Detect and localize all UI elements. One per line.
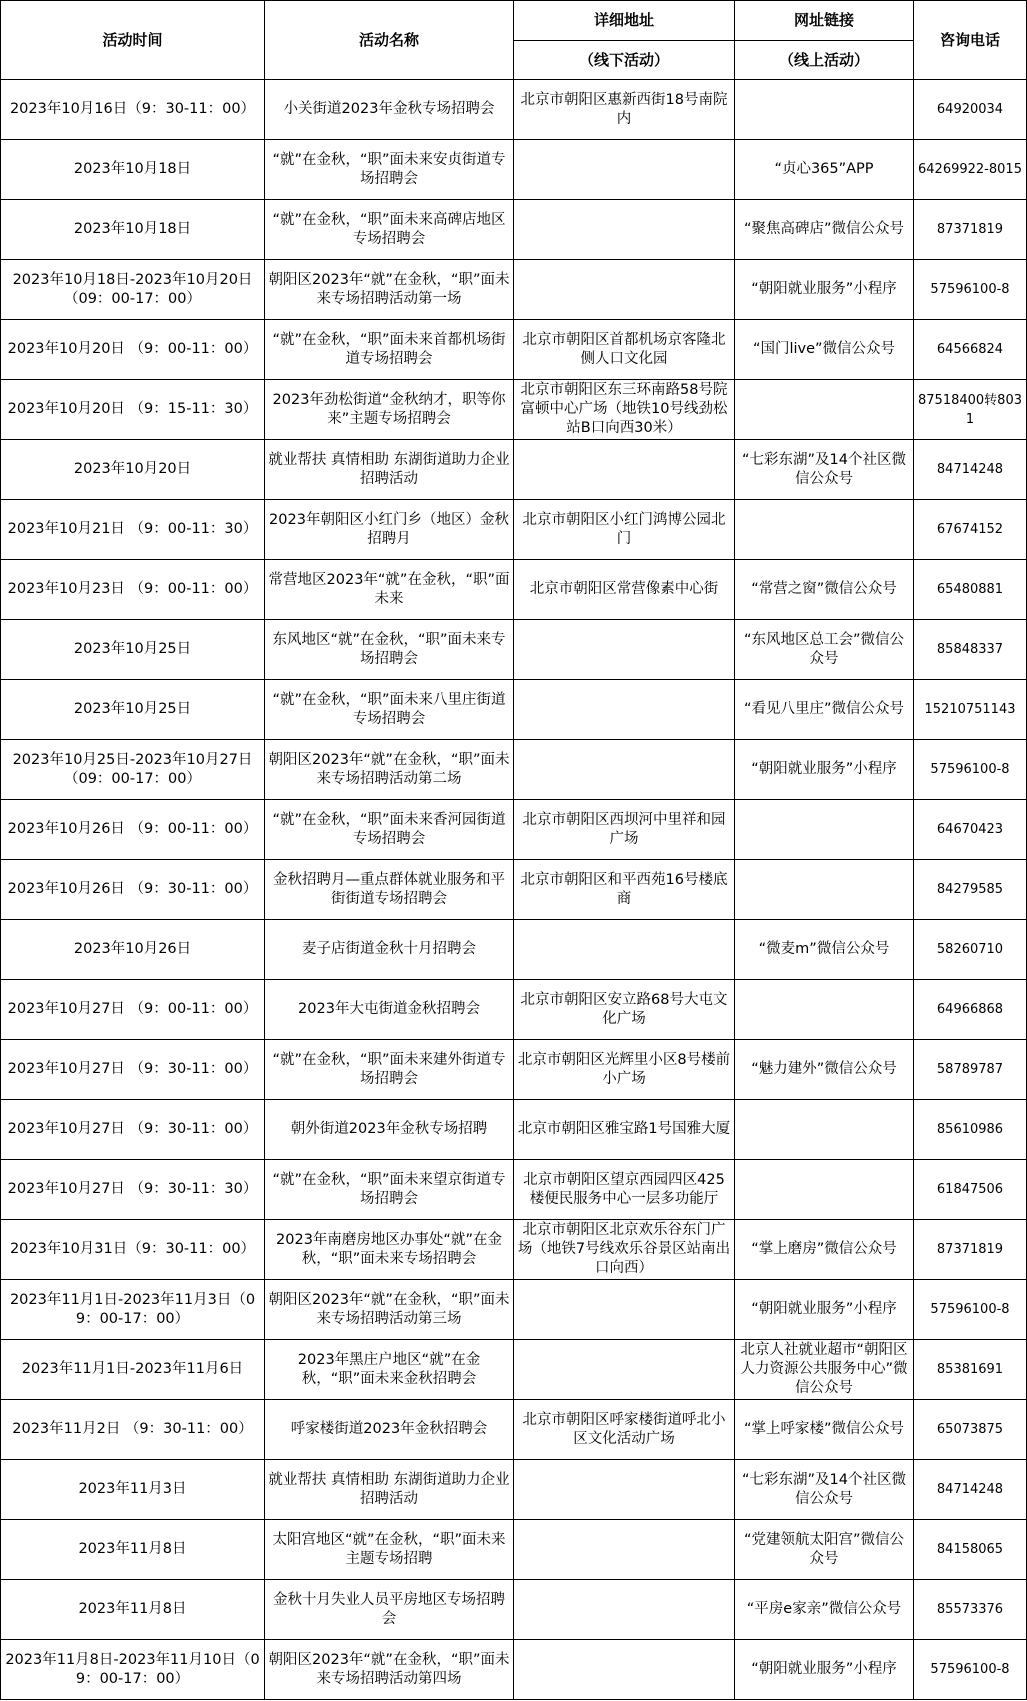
event-time-cell: 2023年10月16日（9：30-11：00） — [1, 80, 265, 140]
table-row — [1, 620, 1027, 680]
table-row — [1, 800, 1027, 860]
event-phone-cell: 84158065 — [914, 1520, 1027, 1580]
event-name-cell: 麦子店街道金秋十月招聘会 — [265, 920, 514, 980]
table-row — [1, 1160, 1027, 1220]
event-link-cell — [735, 800, 914, 860]
event-time-cell: 2023年10月25日 — [1, 620, 265, 680]
event-link-cell — [735, 1100, 914, 1160]
header-phone: 咨询电话 — [914, 1, 1027, 80]
event-link-cell: 北京人社就业超市“朝阳区人力资源公共服务中心”微信公众号 — [735, 1340, 914, 1400]
event-phone-cell: 84714248 — [914, 1460, 1027, 1520]
event-phone-cell: 85573376 — [914, 1580, 1027, 1640]
event-address-cell: 北京市朝阳区惠新西街18号南院内 — [514, 80, 735, 140]
table-row — [1, 1400, 1027, 1460]
table-row — [1, 680, 1027, 740]
event-time-cell: 2023年10月26日 — [1, 920, 265, 980]
table-row — [1, 1340, 1027, 1400]
event-link-cell: “贞心365”APP — [735, 140, 914, 200]
event-name-cell: 金秋十月失业人员平房地区专场招聘会 — [265, 1580, 514, 1640]
event-address-cell — [514, 140, 735, 200]
event-link-cell: “朝阳就业服务”小程序 — [735, 1280, 914, 1340]
event-phone-cell: 58789787 — [914, 1040, 1027, 1100]
event-name-cell: “就”在金秋，“职”面未来建外街道专场招聘会 — [265, 1040, 514, 1100]
event-name-cell: “就”在金秋，“职”面未来高碑店地区专场招聘会 — [265, 200, 514, 260]
event-name-cell: 朝外街道2023年金秋专场招聘 — [265, 1100, 514, 1160]
event-name-cell: 太阳宫地区“就”在金秋，“职”面未来主题专场招聘 — [265, 1520, 514, 1580]
table-row — [1, 1580, 1027, 1640]
header-address-sub: （线下活动） — [514, 41, 735, 80]
table-row — [1, 1520, 1027, 1580]
event-time-cell: 2023年10月27日 （9：30-11：00） — [1, 1100, 265, 1160]
event-time-cell: 2023年10月18日-2023年10月20日（09：00-17：00） — [1, 260, 265, 320]
table-body — [1, 80, 1027, 1700]
table-row — [1, 1040, 1027, 1100]
event-name-cell: “就”在金秋，“职”面未来八里庄街道专场招聘会 — [265, 680, 514, 740]
event-address-cell — [514, 740, 735, 800]
header-name: 活动名称 — [265, 1, 514, 80]
event-phone-cell: 84279585 — [914, 860, 1027, 920]
table-row — [1, 200, 1027, 260]
event-time-cell: 2023年10月20日 （9：15-11：30） — [1, 380, 265, 440]
event-time-cell: 2023年10月26日 （9：30-11：00） — [1, 860, 265, 920]
event-address-cell — [514, 440, 735, 500]
event-link-cell: “东风地区总工会”微信公众号 — [735, 620, 914, 680]
event-phone-cell: 64269922-8015 — [914, 140, 1027, 200]
event-link-cell: “朝阳就业服务”小程序 — [735, 740, 914, 800]
event-phone-cell: 87371819 — [914, 200, 1027, 260]
event-address-cell — [514, 1460, 735, 1520]
event-time-cell: 2023年10月27日 （9：30-11：00） — [1, 1040, 265, 1100]
event-name-cell: 2023年朝阳区小红门乡（地区）金秋招聘月 — [265, 500, 514, 560]
table-row — [1, 1220, 1027, 1280]
event-address-cell — [514, 1340, 735, 1400]
table-row — [1, 320, 1027, 380]
event-phone-cell: 85610986 — [914, 1100, 1027, 1160]
event-name-cell: 2023年南磨房地区办事处“就”在金秋，“职”面未来专场招聘会 — [265, 1220, 514, 1280]
event-phone-cell: 57596100-8 — [914, 260, 1027, 320]
event-phone-cell: 85381691 — [914, 1340, 1027, 1400]
event-link-cell: “掌上呼家楼”微信公众号 — [735, 1400, 914, 1460]
event-address-cell — [514, 1580, 735, 1640]
event-name-cell: “就”在金秋，“职”面未来香河园街道专场招聘会 — [265, 800, 514, 860]
table-row — [1, 740, 1027, 800]
table-row — [1, 440, 1027, 500]
event-address-cell: 北京市朝阳区首都机场京客隆北侧人口文化园 — [514, 320, 735, 380]
event-link-cell: “朝阳就业服务”小程序 — [735, 260, 914, 320]
event-phone-cell: 57596100-8 — [914, 1640, 1027, 1700]
event-name-cell: 2023年劲松街道“金秋纳才，职等你来”主题专场招聘会 — [265, 380, 514, 440]
event-phone-cell: 67674152 — [914, 500, 1027, 560]
event-name-cell: 2023年大屯街道金秋招聘会 — [265, 980, 514, 1040]
event-address-cell: 北京市朝阳区望京西园四区425楼便民服务中心一层多功能厅 — [514, 1160, 735, 1220]
event-address-cell: 北京市朝阳区北京欢乐谷东门广场（地铁7号线欢乐谷景区站南出口向西） — [514, 1220, 735, 1280]
event-link-cell: “微麦m”微信公众号 — [735, 920, 914, 980]
event-link-cell: “看见八里庄”微信公众号 — [735, 680, 914, 740]
event-phone-cell: 65480881 — [914, 560, 1027, 620]
event-name-cell: 常营地区2023年“就”在金秋，“职”面未来 — [265, 560, 514, 620]
event-address-cell: 北京市朝阳区安立路68号大屯文化广场 — [514, 980, 735, 1040]
table-row — [1, 560, 1027, 620]
event-link-cell — [735, 80, 914, 140]
table-row — [1, 260, 1027, 320]
event-address-cell: 北京市朝阳区雅宝路1号国雅大厦 — [514, 1100, 735, 1160]
event-name-cell: “就”在金秋，“职”面未来首都机场街道专场招聘会 — [265, 320, 514, 380]
event-time-cell: 2023年10月25日-2023年10月27日（09：00-17：00） — [1, 740, 265, 800]
event-address-cell — [514, 680, 735, 740]
event-link-cell: “掌上磨房”微信公众号 — [735, 1220, 914, 1280]
event-time-cell: 2023年11月8日-2023年11月10日（09：00-17：00） — [1, 1640, 265, 1700]
event-address-cell: 北京市朝阳区西坝河中里祥和园广场 — [514, 800, 735, 860]
event-address-cell — [514, 620, 735, 680]
event-phone-cell: 64966868 — [914, 980, 1027, 1040]
event-link-cell: “国门live”微信公众号 — [735, 320, 914, 380]
header-link: 网址链接 — [735, 1, 914, 41]
event-name-cell: 朝阳区2023年“就”在金秋，“职”面未来专场招聘活动第一场 — [265, 260, 514, 320]
event-time-cell: 2023年11月8日 — [1, 1580, 265, 1640]
event-link-cell — [735, 980, 914, 1040]
event-address-cell — [514, 1520, 735, 1580]
event-address-cell — [514, 1280, 735, 1340]
table-row — [1, 80, 1027, 140]
event-phone-cell: 87518400转8031 — [914, 380, 1027, 440]
event-time-cell: 2023年10月25日 — [1, 680, 265, 740]
table-row — [1, 500, 1027, 560]
event-address-cell: 北京市朝阳区光辉里小区8号楼前小广场 — [514, 1040, 735, 1100]
event-phone-cell: 84714248 — [914, 440, 1027, 500]
header-address: 详细地址 — [514, 1, 735, 41]
event-link-cell — [735, 500, 914, 560]
event-time-cell: 2023年10月27日 （9：00-11：00） — [1, 980, 265, 1040]
event-phone-cell: 87371819 — [914, 1220, 1027, 1280]
table-row — [1, 860, 1027, 920]
event-link-cell: “平房e家亲”微信公众号 — [735, 1580, 914, 1640]
table-row — [1, 1280, 1027, 1340]
event-name-cell: 金秋招聘月—重点群体就业服务和平街街道专场招聘会 — [265, 860, 514, 920]
event-link-cell: “常营之窗”微信公众号 — [735, 560, 914, 620]
event-link-cell — [735, 860, 914, 920]
event-link-cell — [735, 380, 914, 440]
event-address-cell: 北京市朝阳区东三环南路58号院富顿中心广场（地铁10号线劲松站B口向西30米） — [514, 380, 735, 440]
table-row — [1, 1640, 1027, 1700]
event-time-cell: 2023年11月2日 （9：30-11：00） — [1, 1400, 265, 1460]
event-time-cell: 2023年11月1日-2023年11月6日 — [1, 1340, 265, 1400]
event-phone-cell: 64566824 — [914, 320, 1027, 380]
table-row — [1, 380, 1027, 440]
event-address-cell: 北京市朝阳区常营像素中心街 — [514, 560, 735, 620]
event-time-cell: 2023年10月23日 （9：00-11：00） — [1, 560, 265, 620]
event-name-cell: 朝阳区2023年“就”在金秋，“职”面未来专场招聘活动第三场 — [265, 1280, 514, 1340]
event-time-cell: 2023年10月20日 （9：00-11：00） — [1, 320, 265, 380]
header-time: 活动时间 — [1, 1, 265, 80]
event-link-cell: “七彩东湖”及14个社区微信公众号 — [735, 1460, 914, 1520]
event-phone-cell: 64920034 — [914, 80, 1027, 140]
header-link-sub: （线上活动） — [735, 41, 914, 80]
event-phone-cell: 58260710 — [914, 920, 1027, 980]
event-link-cell — [735, 1160, 914, 1220]
event-link-cell: “七彩东湖”及14个社区微信公众号 — [735, 440, 914, 500]
table-row — [1, 140, 1027, 200]
table-row — [1, 980, 1027, 1040]
event-phone-cell: 15210751143 — [914, 680, 1027, 740]
event-link-cell: “聚焦高碑店”微信公众号 — [735, 200, 914, 260]
event-name-cell: 东风地区“就”在金秋，“职”面未来专场招聘会 — [265, 620, 514, 680]
table-row — [1, 920, 1027, 980]
event-name-cell: 朝阳区2023年“就”在金秋，“职”面未来专场招聘活动第二场 — [265, 740, 514, 800]
event-name-cell: 2023年黑庄户地区“就”在金秋，“职”面未来金秋招聘会 — [265, 1340, 514, 1400]
event-name-cell: 朝阳区2023年“就”在金秋，“职”面未来专场招聘活动第四场 — [265, 1640, 514, 1700]
event-phone-cell: 61847506 — [914, 1160, 1027, 1220]
event-phone-cell: 64670423 — [914, 800, 1027, 860]
event-address-cell — [514, 1640, 735, 1700]
event-time-cell: 2023年10月18日 — [1, 200, 265, 260]
event-address-cell — [514, 260, 735, 320]
event-address-cell: 北京市朝阳区小红门鸿博公园北门 — [514, 500, 735, 560]
event-name-cell: 就业帮扶 真情相助 东湖街道助力企业招聘活动 — [265, 1460, 514, 1520]
event-link-cell: “魅力建外”微信公众号 — [735, 1040, 914, 1100]
event-name-cell: 就业帮扶 真情相助 东湖街道助力企业招聘活动 — [265, 440, 514, 500]
event-address-cell: 北京市朝阳区和平西苑16号楼底商 — [514, 860, 735, 920]
event-time-cell: 2023年10月21日 （9：00-11：30） — [1, 500, 265, 560]
event-time-cell: 2023年10月20日 — [1, 440, 265, 500]
table-row — [1, 1460, 1027, 1520]
event-time-cell: 2023年11月1日-2023年11月3日（09：00-17：00） — [1, 1280, 265, 1340]
event-link-cell: “党建领航太阳宫”微信公众号 — [735, 1520, 914, 1580]
event-name-cell: “就”在金秋，“职”面未来望京街道专场招聘会 — [265, 1160, 514, 1220]
event-name-cell: “就”在金秋，“职”面未来安贞街道专场招聘会 — [265, 140, 514, 200]
event-name-cell: 呼家楼街道2023年金秋招聘会 — [265, 1400, 514, 1460]
event-time-cell: 2023年10月26日 （9：00-11：00） — [1, 800, 265, 860]
event-link-cell: “朝阳就业服务”小程序 — [735, 1640, 914, 1700]
event-time-cell: 2023年10月27日 （9：30-11：30） — [1, 1160, 265, 1220]
event-time-cell: 2023年10月31日（9：30-11：00） — [1, 1220, 265, 1280]
event-phone-cell: 57596100-8 — [914, 740, 1027, 800]
event-phone-cell: 57596100-8 — [914, 1280, 1027, 1340]
event-time-cell: 2023年11月8日 — [1, 1520, 265, 1580]
event-address-cell: 北京市朝阳区呼家楼街道呼北小区文化活动广场 — [514, 1400, 735, 1460]
event-phone-cell: 85848337 — [914, 620, 1027, 680]
event-address-cell — [514, 920, 735, 980]
table-row — [1, 1100, 1027, 1160]
event-name-cell: 小关街道2023年金秋专场招聘会 — [265, 80, 514, 140]
event-time-cell: 2023年10月18日 — [1, 140, 265, 200]
event-address-cell — [514, 200, 735, 260]
event-phone-cell: 65073875 — [914, 1400, 1027, 1460]
event-time-cell: 2023年11月3日 — [1, 1460, 265, 1520]
